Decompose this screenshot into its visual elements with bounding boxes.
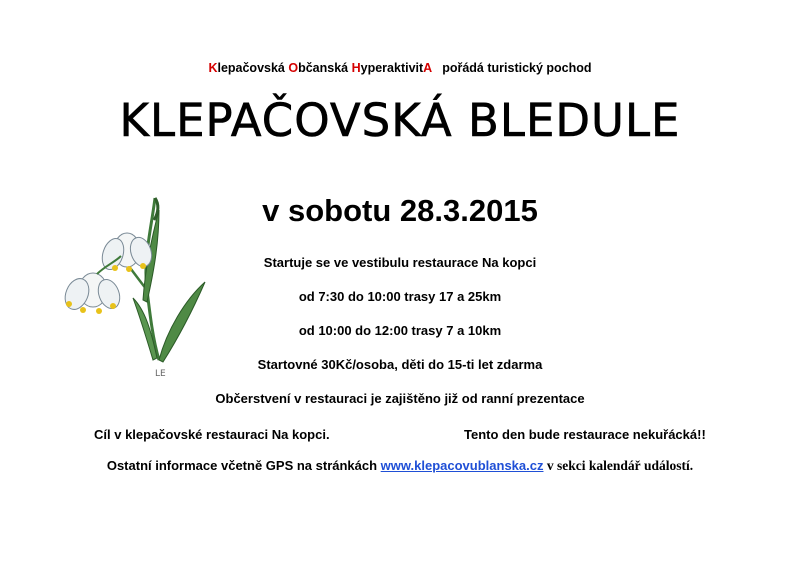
organizer-line xyxy=(0,61,800,75)
more-info-line xyxy=(0,458,800,474)
organizer-initial: O xyxy=(288,61,299,75)
organizer-word: lepačovská xyxy=(217,61,289,75)
organizer-initial: H xyxy=(351,61,361,75)
more-info-suffix: v sekci kalendář událostí. xyxy=(543,458,694,473)
organizer-initial: A xyxy=(423,61,433,75)
more-info-prefix: Ostatní informace včetně GPS na stránkách xyxy=(106,458,381,473)
website-link[interactable]: www.klepacovublanska.cz xyxy=(380,458,544,473)
route-late: od 10:00 do 12:00 trasy 7 a 10km xyxy=(298,323,502,338)
refreshments-note: Občerstvení v restauraci je zajištěno již od ranní prezentace xyxy=(215,391,585,406)
organizer-word: yperaktivit xyxy=(360,61,424,75)
route-morning: od 7:30 do 10:00 trasy 17 a 25km xyxy=(298,289,502,304)
entry-fee: Startovné 30Kč/osoba, děti do 15-ti let zdarma xyxy=(257,357,543,372)
start-location: Startuje se ve vestibulu restaurace Na kopci xyxy=(263,255,537,270)
event-title: KLEPAČOVSKÁ BLEDULE xyxy=(119,94,681,147)
no-smoking-note: Tento den bude restaurace nekuřácká!! xyxy=(464,427,706,442)
organizer-name xyxy=(208,61,432,75)
organizer-word: bčanská xyxy=(298,61,352,75)
event-date: v sobotu 28.3.2015 xyxy=(262,193,538,228)
organizer-initial: K xyxy=(208,61,218,75)
tagline: pořádá turistický pochod xyxy=(442,61,592,75)
artist-signature: LE xyxy=(155,369,166,379)
snowflake-flower-illustration xyxy=(55,190,215,380)
finish-location: Cíl v klepačovské restauraci Na kopci. xyxy=(94,427,330,442)
